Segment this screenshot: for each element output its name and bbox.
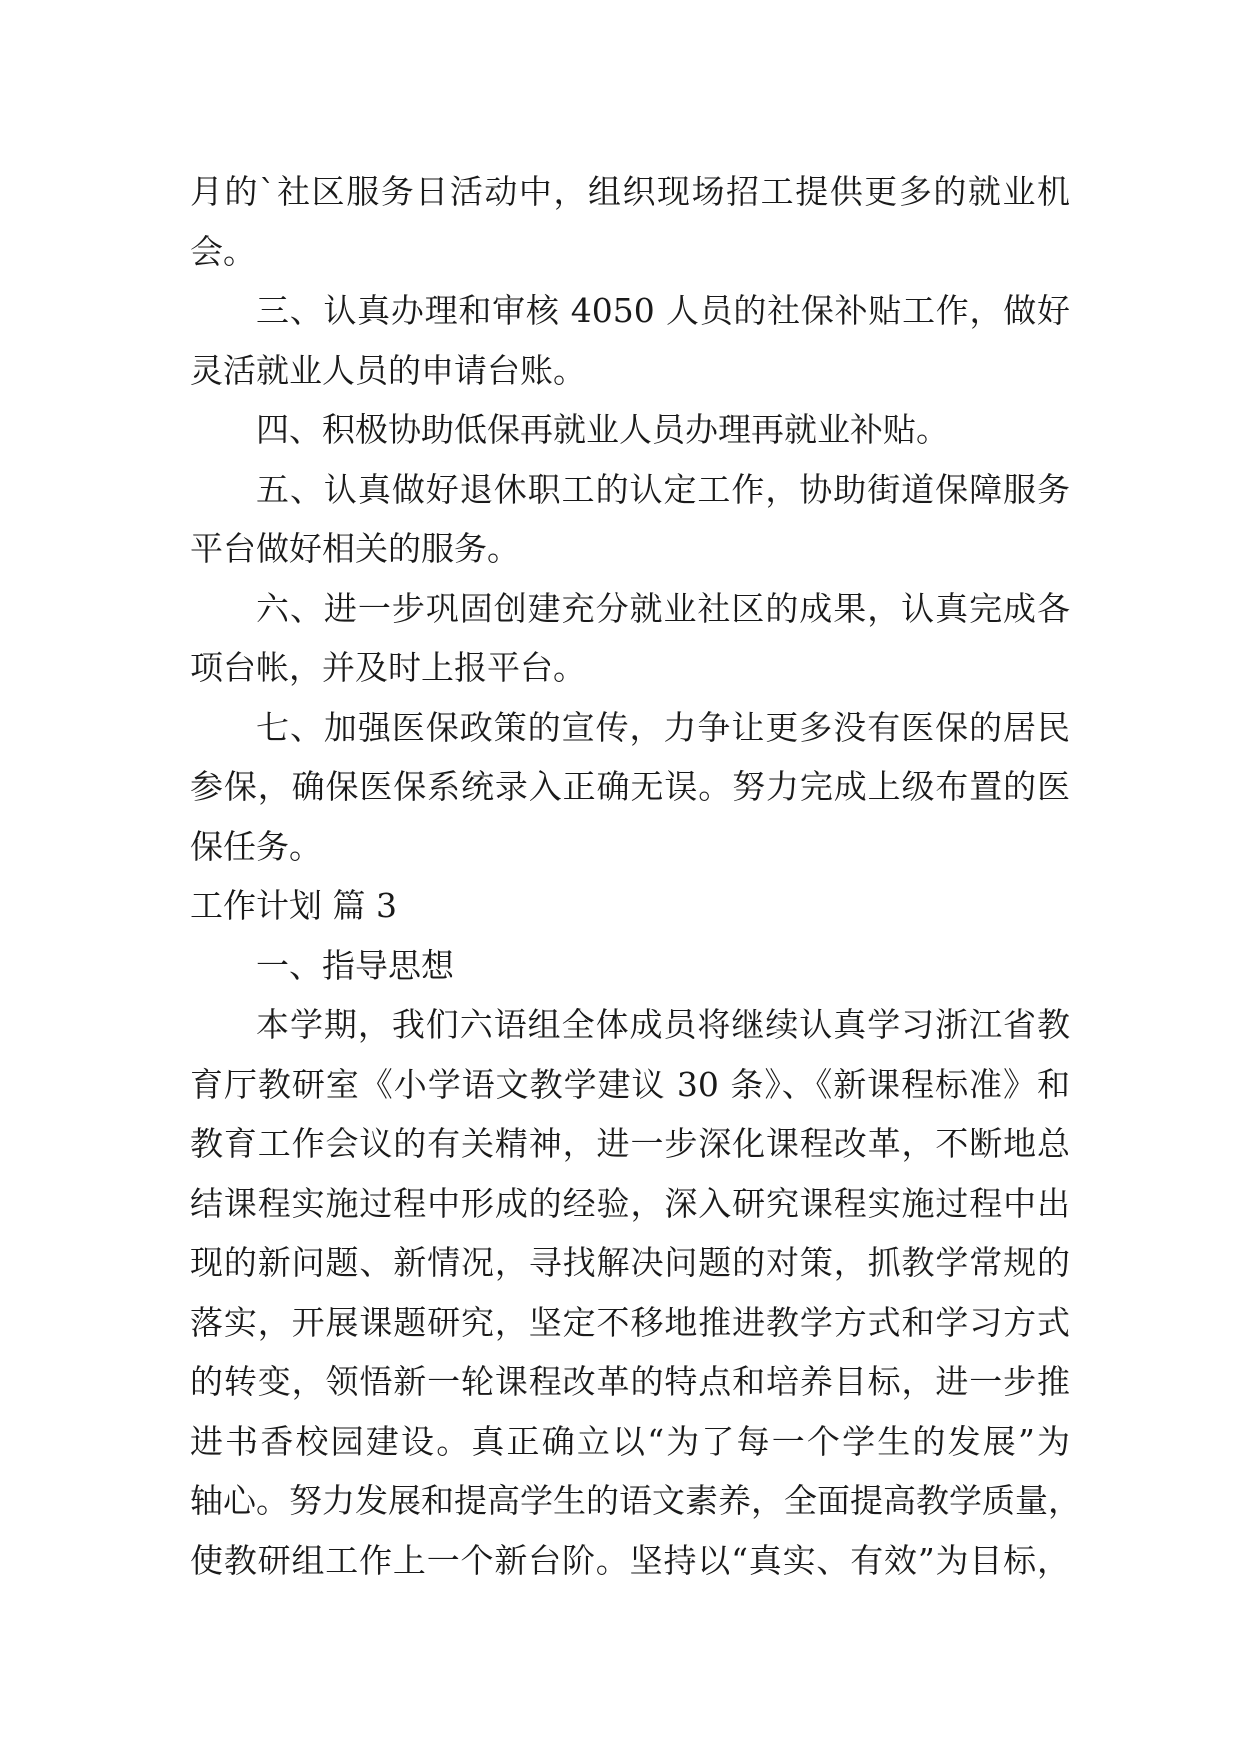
document-body (190, 162, 1081, 1590)
paragraph-line: 会。 (190, 231, 256, 271)
paragraph-line: 月的`社区服务日活动中，组织现场招工提供更多的就业机 (190, 172, 1070, 211)
paragraph-line: 参保，确保医保系统录入正确无误。努力完成上级布置的医 (190, 767, 1070, 806)
paragraph-line: 四、积极协助低保再就业人员办理再就业补贴。 (256, 410, 949, 449)
section-heading: 工作计划 篇 3 (190, 886, 397, 925)
paragraph-line: 落实，开展课题研究，坚定不移地推进教学方式和学习方式 (190, 1302, 1070, 1342)
paragraph-line: 保任务。 (190, 826, 322, 866)
paragraph-line: 三、认真办理和审核 4050 人员的社保补贴工作，做好 (256, 291, 1070, 330)
paragraph-line: 进书香校园建设。真正确立以“为了每一个学生的发展”为 (190, 1421, 1070, 1461)
paragraph-line: 灵活就业人员的申请台账。 (190, 350, 586, 390)
paragraph-line: 项台帐，并及时上报平台。 (190, 648, 586, 687)
paragraph-line: 六、进一步巩固创建充分就业社区的成果，认真完成各 (256, 588, 1070, 628)
paragraph-line: 结课程实施过程中形成的经验，深入研究课程实施过程中出 (190, 1183, 1070, 1223)
paragraph-line: 现的新问题、新情况，寻找解决问题的对策，抓教学常规的 (190, 1243, 1070, 1282)
paragraph-line: 使教研组工作上一个新台阶。坚持以“真实、有效”为目标， (190, 1540, 1070, 1580)
paragraph-line: 轴心。努力发展和提高学生的语文素养，全面提高教学质量， (190, 1481, 1081, 1520)
paragraph-line: 育厅教研室《小学语文教学建议 30 条》、《新课程标准》和 (190, 1064, 1070, 1104)
paragraph-line: 五、认真做好退休职工的认定工作，协助街道保障服务 (256, 469, 1070, 509)
paragraph-line: 教育工作会议的有关精神，进一步深化课程改革，不断地总 (190, 1124, 1070, 1163)
paragraph-line: 的转变，领悟新一轮课程改革的特点和培养目标，进一步推 (190, 1362, 1070, 1401)
paragraph-line: 平台做好相关的服务。 (190, 529, 520, 568)
paragraph-line: 本学期，我们六语组全体成员将继续认真学习浙江省教 (256, 1005, 1070, 1044)
paragraph-line: 七、加强医保政策的宣传，力争让更多没有医保的居民 (256, 707, 1070, 747)
subsection-heading: 一、指导思想 (256, 945, 454, 985)
